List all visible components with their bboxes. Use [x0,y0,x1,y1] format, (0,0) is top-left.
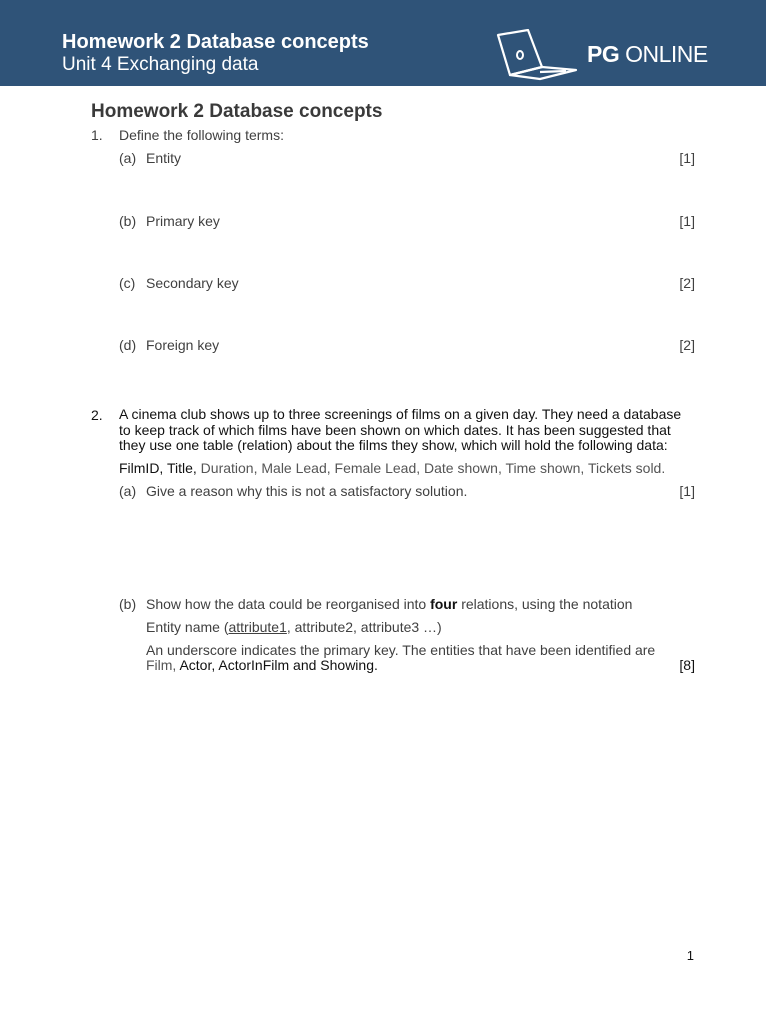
q1-prompt: Define the following terms: [119,127,284,143]
q2b-text-before: Show how the data could be reorganised into [146,596,431,612]
q1d-marks: [2] [679,337,695,353]
q2-intro-line: A cinema club shows up to three screenings of films on a given day. They need a database [119,406,682,422]
logo-rest-text: ONLINE [625,41,708,67]
header-banner [0,0,766,86]
notation-underlined: attribute1 [228,619,287,635]
q2b-note-line1: An underscore indicates the primary key. The entities that have been identified are [146,642,656,658]
q2b-notation [146,619,442,635]
q1a-marks: [1] [679,150,695,166]
q1-number: 1. [91,127,103,143]
q1a-text: Entity [146,150,182,166]
note-line2-dark: Actor, ActorInFilm and Showing. [176,657,378,673]
q2-field-list [119,460,665,476]
q2-fields-dark: FilmID, Title, [119,460,197,476]
q2-intro [119,407,699,454]
q1d-label: (d) [119,337,137,353]
header-subtitle: Unit 4 Exchanging data [62,54,259,75]
q1c-label: (c) [119,275,136,291]
note-line2-grey: Film, [146,657,177,673]
q2b-text-bold: four [430,596,458,612]
q2b-text [146,596,632,612]
q1c-marks: [2] [679,275,695,291]
q1b-marks: [1] [679,213,695,229]
q1b-label: (b) [119,213,137,229]
q2a-text: Give a reason why this is not a satisfactory solution. [146,483,468,499]
laptop-icon [496,29,580,81]
notation-after: , attribute2, attribute3 …) [286,619,442,635]
page-title: Homework 2 Database concepts [91,101,383,122]
q2a-label: (a) [119,483,137,499]
q2b-marks: [8] [679,657,695,673]
q2-fields-grey: Duration, Male Lead, Female Lead, Date shown, Time shown, Tickets sold. [196,460,666,476]
q2b-note-line2 [146,657,378,673]
q2-number: 2. [91,407,103,423]
header-title: Homework 2 Database concepts [62,31,369,53]
q2-intro-line: they use one table (relation) about the films they show, which will hold the following data: [119,437,668,453]
q2-intro-line: to keep track of which films have been shown on which dates. It has been suggested that [119,421,671,438]
page-number: 1 [686,948,694,963]
q1a-label: (a) [119,150,137,166]
q1c-text: Secondary key [146,275,239,291]
q1d-text: Foreign key [146,337,220,353]
brand-logo [587,40,708,68]
q2a-marks: [1] [679,483,695,499]
logo-bold-text: PG [587,41,620,67]
q2b-text-after: relations, using the notation [457,596,633,612]
q1b-text: Primary key [146,213,220,229]
notation-before: Entity name ( [146,619,229,635]
q2b-label: (b) [119,596,137,612]
